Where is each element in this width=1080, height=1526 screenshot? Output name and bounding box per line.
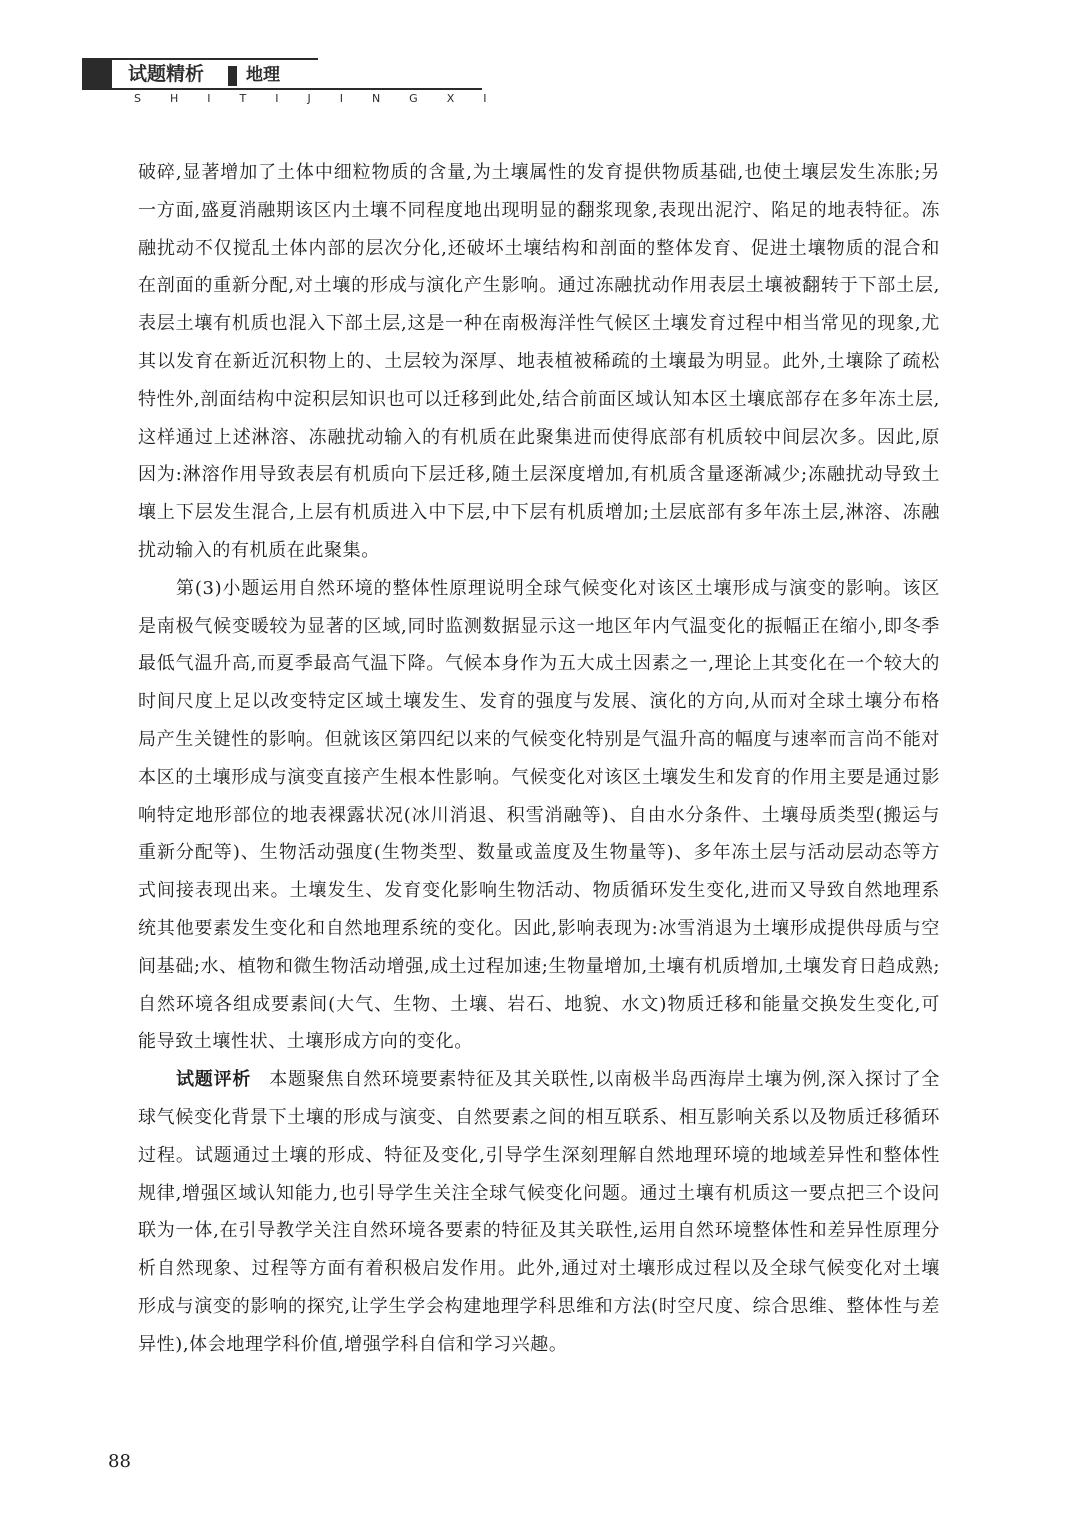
article-body — [138, 154, 940, 1364]
subject-title: 地理 — [246, 65, 280, 85]
series-title: 试题精析 — [128, 63, 205, 85]
header-block-mark — [82, 58, 112, 90]
header-divider-mark — [228, 66, 237, 86]
paragraph-review — [138, 1061, 940, 1363]
series-pinyin: SHITIJINGXI — [134, 92, 516, 105]
running-header — [82, 52, 516, 112]
review-label: 试题评析 — [176, 1069, 252, 1091]
header-top-rule — [112, 58, 318, 60]
header-rule — [112, 88, 482, 90]
review-text: 本题聚焦自然环境要素特征及其关联性,以南极半岛西海岸土壤为例,深入探讨了全球气候变化背景下土壤的形成与演变、自然要素之间的相互联系、相互影响关系以及物质迁移循环过程。试题通过土壤的形成、特征及变化,引导学生深刻理解自然地理环境的地域差异性和整体性规律,增强区域认知能力,也引导学生关注全球气候变化问题。通过土壤有机质这一要点把三个设问联为一体,在引导教学关注自然环境各要素的特征及其关联性,运用自然环境整体性和差异性原理分析自然现象、过程等方面有着积极启发作用。此外,通过对土壤形成过程以及全球气候变化对土壤形成与演变的影响的探究,让学生学会构建地理学科思维和方法(时空尺度、综合思维、整体性与差异性),体会地理学科价值,增强学科自信和学习兴趣。 — [138, 1069, 941, 1355]
paragraph-question-3: 第(3)小题运用自然环境的整体性原理说明全球气候变化对该区土壤形成与演变的影响。该区是南极气候变暖较为显著的区域,同时监测数据显示这一地区年内气温变化的振幅正在缩小,即冬季最低气温升高,而夏季最高气温下降。气候本身作为五大成土因素之一,理论上其变化在一个较大的时间尺度上足以改变特定区域土壤发生、发育的强度与发展、演化的方向,从而对全球土壤分布格局产生关键性的影响。但就该区第四纪以来的气候变化特别是气温升高的幅度与速率而言尚不能对本区的土壤形成与演变直接产生根本性影响。气候变化对该区土壤发生和发育的作用主要是通过影响特定地形部位的地表裸露状况(冰川消退、积雪消融等)、自由水分条件、土壤母质类型(搬运与重新分配等)、生物活动强度(生物类型、数量或盖度及生物量等)、多年冻土层与活动层动态等方式间接表现出来。土壤发生、发育变化影响生物活动、物质循环发生变化,进而又导致自然地理系统其他要素发生变化和自然地理系统的变化。因此,影响表现为:冰雪消退为土壤形成提供母质与空间基础;水、植物和微生物活动增强,成土过程加速;生物量增加,土壤有机质增加,土壤发育日趋成熟;自然环境各组成要素间(大气、生物、土壤、岩石、地貌、水文)物质迁移和能量交换发生变化,可能导致土壤性状、土壤形成方向的变化。 — [138, 577, 940, 1053]
page-number: 88 — [108, 1451, 131, 1472]
paragraph-continued: 破碎,显著增加了土体中细粒物质的含量,为土壤属性的发育提供物质基础,也使土壤层发生冻胀;另一方面,盛夏消融期该区内土壤不同程度地出现明显的翻浆现象,表现出泥泞、陷足的地表特征。冻融扰动不仅搅乱土体内部的层次分化,还破坏土壤结构和剖面的整体发育、促进土壤物质的混合和在剖面的重新分配,对土壤的形成与演化产生影响。通过冻融扰动作用表层土壤被翻转于下部土层,表层土壤有机质也混入下部土层,这是一种在南极海洋性气候区土壤发育过程中相当常见的现象,尤其以发育在新近沉积物上的、土层较为深厚、地表植被稀疏的土壤最为明显。此外,土壤除了疏松特性外,剖面结构中淀积层知识也可以迁移到此处,结合前面区域认知本区土壤底部存在多年冻土层,这样通过上述淋溶、冻融扰动输入的有机质在此聚集进而使得底部有机质较中间层次多。因此,原因为:淋溶作用导致表层有机质向下层迁移,随土层深度增加,有机质含量逐渐减少;冻融扰动导致土壤上下层发生混合,上层有机质进入中下层,中下层有机质增加;土层底部有多年冻土层,淋溶、冻融扰动输入的有机质在此聚集。 — [138, 162, 940, 561]
